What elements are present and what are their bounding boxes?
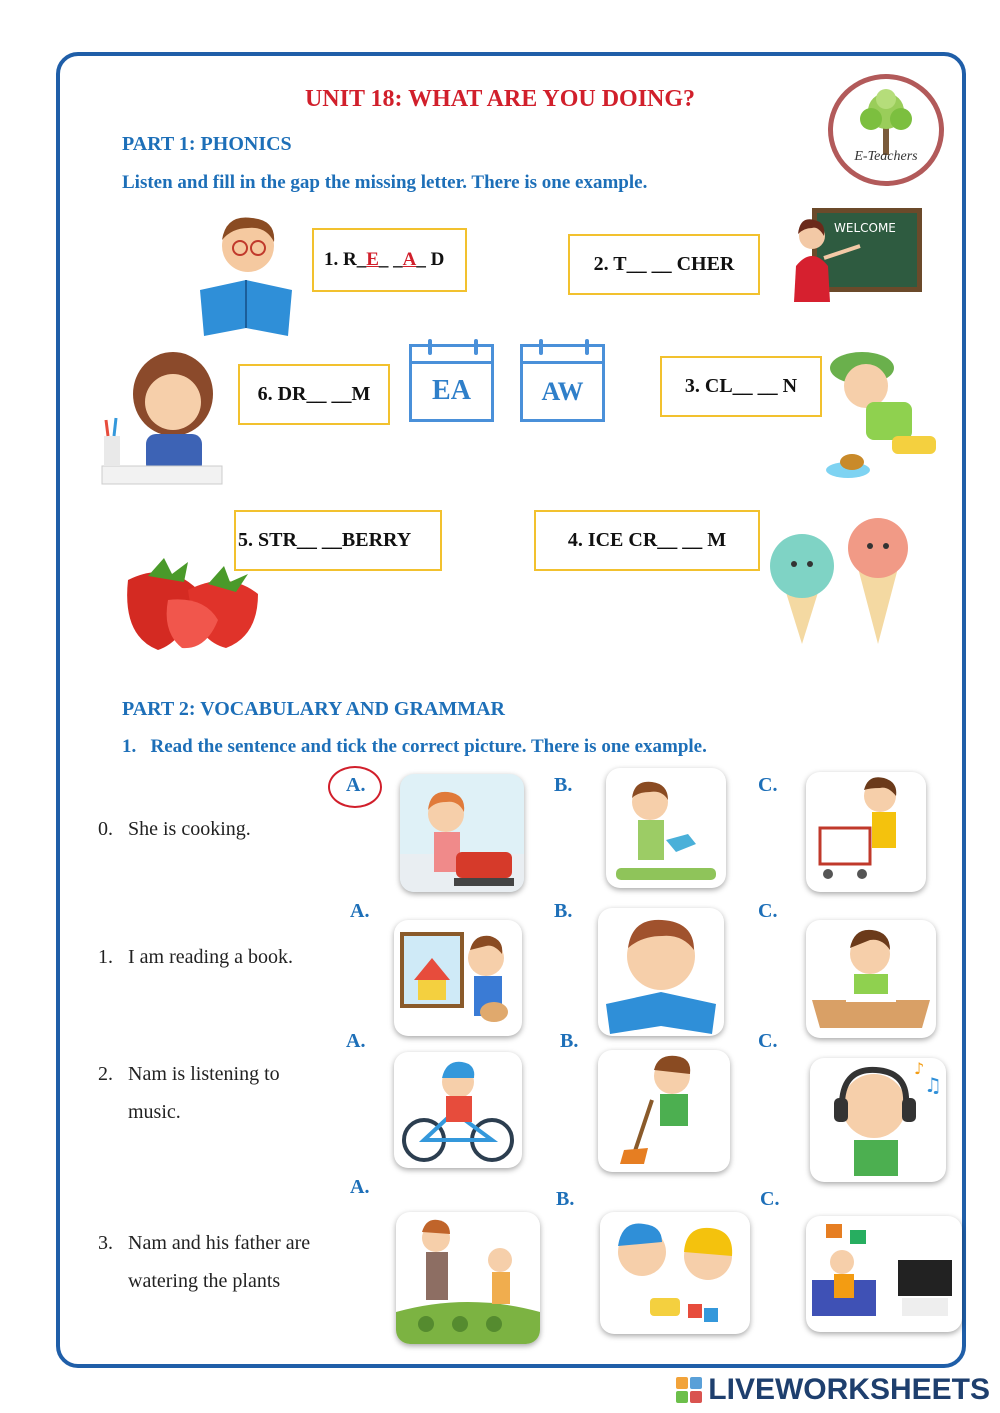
part2-instruction: 1. Read the sentence and tick the correct picture. There is one example. bbox=[122, 736, 707, 757]
q3-picture-c-watching-tv[interactable] bbox=[806, 1216, 962, 1332]
option-card-aw[interactable] bbox=[520, 344, 605, 422]
q1-picture-b-reading[interactable] bbox=[598, 908, 724, 1036]
question-number: 2. bbox=[98, 1063, 113, 1085]
option-ea-label: EA bbox=[432, 375, 471, 406]
q2-picture-c-music[interactable] bbox=[810, 1058, 946, 1182]
question-text-line2: watering the plants bbox=[128, 1270, 281, 1292]
girl-drawing-illustration bbox=[98, 350, 228, 488]
svg-text:WELCOME: WELCOME bbox=[834, 221, 896, 235]
question-2 bbox=[98, 1055, 280, 1131]
calendar-ring-icon bbox=[585, 339, 589, 355]
teacher-blackboard-illustration bbox=[790, 206, 924, 302]
calendar-ring-icon bbox=[474, 339, 478, 355]
question-0 bbox=[98, 810, 251, 848]
q3-label-b: B. bbox=[556, 1188, 575, 1210]
question-3 bbox=[98, 1224, 310, 1300]
word-box-4-ice-cream[interactable]: 4. ICE CR__ __ M bbox=[534, 510, 760, 571]
q2-picture-a-cycling[interactable] bbox=[394, 1052, 522, 1168]
liveworksheets-watermark bbox=[676, 1373, 990, 1407]
word1-prefix: 1. R_ bbox=[324, 249, 367, 270]
q1-label-c: C. bbox=[758, 900, 778, 922]
word1-mid: _ _ bbox=[378, 249, 403, 270]
q0-label-c: C. bbox=[758, 774, 778, 796]
q0-picture-b-watering[interactable] bbox=[606, 768, 726, 888]
q1-label-b: B. bbox=[554, 900, 573, 922]
part1-instruction: Listen and fill in the gap the missing letter. There is one example. bbox=[122, 172, 648, 193]
question-text: I am reading a book. bbox=[128, 946, 293, 968]
q3-label-c: C. bbox=[760, 1188, 780, 1210]
question-number: 1. bbox=[98, 946, 113, 968]
word-box-5-strawberry[interactable]: 5. STR__ __BERRY bbox=[234, 510, 442, 571]
part2-heading: PART 2: VOCABULARY AND GRAMMAR bbox=[122, 698, 505, 720]
word1-fill-a: A bbox=[402, 249, 417, 270]
word-box-3-clean[interactable]: 3. CL__ __ N bbox=[660, 356, 822, 417]
option-aw-label: AW bbox=[541, 377, 584, 406]
q1-picture-c-writing[interactable] bbox=[806, 920, 936, 1038]
question-text: She is cooking. bbox=[128, 818, 251, 840]
q3-label-a: A. bbox=[350, 1176, 370, 1198]
word-box-6-dream[interactable]: 6. DR__ __M bbox=[238, 364, 390, 425]
question-number: 3. bbox=[98, 1232, 113, 1254]
q0-picture-c-shopping[interactable] bbox=[806, 772, 926, 892]
q2-label-c: C. bbox=[758, 1030, 778, 1052]
q0-picture-a-cooking[interactable] bbox=[400, 774, 524, 892]
ice-creams-illustration bbox=[762, 516, 922, 646]
word1-suffix: _ D bbox=[416, 249, 445, 270]
word1-fill-e: E bbox=[366, 249, 379, 270]
question-1 bbox=[98, 938, 293, 976]
q2-picture-b-sweeping[interactable] bbox=[598, 1050, 730, 1172]
boy-reading-illustration bbox=[196, 206, 296, 340]
option-card-ea[interactable] bbox=[409, 344, 494, 422]
liveworksheets-text: LIVEWORKSHEETS bbox=[708, 1373, 990, 1406]
q0-label-b: B. bbox=[554, 774, 573, 796]
liveworksheets-logo-icon bbox=[676, 1377, 702, 1403]
word-box-1-read bbox=[312, 228, 467, 292]
q2-label-b: B. bbox=[560, 1030, 579, 1052]
worksheet-title: UNIT 18: WHAT ARE YOU DOING? bbox=[304, 86, 696, 112]
boy-cleaning-illustration bbox=[826, 346, 948, 486]
e-teachers-logo: E-Teachers bbox=[828, 74, 944, 186]
question-number: 0. bbox=[98, 818, 113, 840]
part1-heading: PART 1: PHONICS bbox=[122, 133, 292, 155]
q3-picture-a-watering-plants[interactable] bbox=[396, 1212, 540, 1344]
q1-label-a: A. bbox=[350, 900, 370, 922]
svg-text:♪: ♪ bbox=[914, 1059, 925, 1078]
svg-text:♫: ♫ bbox=[924, 1073, 942, 1097]
question-text: Nam and his father are bbox=[128, 1232, 311, 1254]
q0-label-a: A. bbox=[346, 774, 366, 796]
q3-picture-b-playing-toys[interactable] bbox=[600, 1212, 750, 1334]
q1-picture-a-painting[interactable] bbox=[394, 920, 522, 1036]
question-text: Nam is listening to bbox=[128, 1063, 280, 1085]
q2-label-a: A. bbox=[346, 1030, 366, 1052]
question-text-line2: music. bbox=[128, 1101, 181, 1123]
calendar-ring-icon bbox=[539, 339, 543, 355]
word-box-2-teacher[interactable]: 2. T__ __ CHER bbox=[568, 234, 760, 295]
calendar-ring-icon bbox=[428, 339, 432, 355]
